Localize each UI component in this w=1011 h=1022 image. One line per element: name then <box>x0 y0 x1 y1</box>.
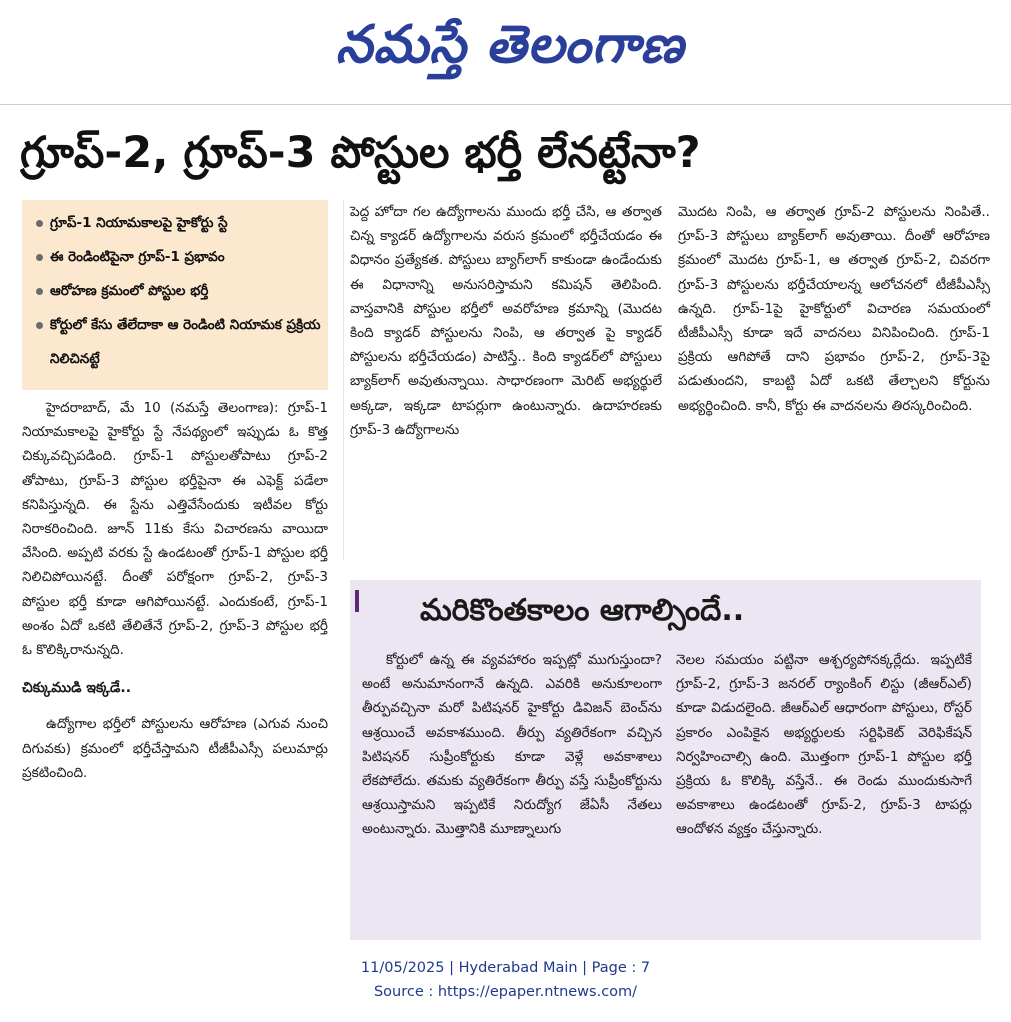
highlights-box <box>22 200 328 390</box>
headline: గ్రూప్‌-2, గ్రూప్‌-3 పోస్టుల భర్తీ లేనట్టేనా? <box>20 128 701 178</box>
paragraph: కోర్టులో ఉన్న ఈ వ్యవహారం ఇప్పట్లో ముగుస్తుందా? అంటే అనుమానంగానే ఉన్నది. ఎవరికి అనుకూలంగా తీర్పువచ్చినా మరో పిటిషనర్‌ హైకోర్టు డివిజన్‌ బెంచ్‌ను ఆశ్రయించే అవకాశముంది. తీర్పు వ్యతిరేకంగా వచ్చిన పిటిషనర్‌ సుప్రీంకోర్టుకు కూడా వెళ్లే అవకాశాలు లేకపోలేదు. తమకు వ్యతిరేకంగా తీర్పు వస్తే సుప్రీంకోర్టును ఆశ్రయిస్తామని ఇప్పటికే నిరుద్యోగ జేఏసీ నేతలు అంటున్నారు. మొత్తానికి మూణ్నాలుగు <box>362 652 662 838</box>
paragraph: హైదరాబాద్‌, మే 10 (నమస్తే తెలంగాణ): గ్రూప్‌-1 నియామకాలపై హైకోర్టు స్టే నేపథ్యంలో ఇప్పుడు ఓ కొత్త చిక్కువచ్చిపడింది. గ్రూప్‌-1 పోస్టులతోపాటు గ్రూప్‌-2 తోపాటు, గ్రూప్‌-3 పోస్టుల భర్తీపైనా ఈ ఎఫెక్ట్‌ పడేలా కనిపిస్తున్నది. ఈ స్టేను ఎత్తివేసేందుకు ఇటీవల కోర్టు నిరాకరించింది. జూన్‌ 11కు కేసు విచారణను వాయిదా వేసింది. అప్పటి వరకు స్టే ఉండటంతో గ్రూప్‌-1 పోస్టుల భర్తీ నిలిచిపోయినట్టే. దీంతో పరోక్షంగా గ్రూప్‌-2, గ్రూప్‌-3 పోస్టుల భర్తీ కూడా ఆగిపోయినట్టే. ఎందుకంటే, గ్రూప్‌-1 అంశం ఏదో ఒకటి తేలితేనే గ్రూప్‌-2, గ్రూప్‌-3 పోస్టుల భర్తీ ఓ కొలిక్కిరానున్నది. <box>22 400 328 659</box>
article-column-1 <box>22 396 328 785</box>
article-column-2 <box>350 200 662 442</box>
highlight-item: కోర్టులో కేసు తేలేదాకా ఆ రెండింటి నియామక ప్రక్రియ నిలిచినట్టే <box>36 308 322 376</box>
box-accent-bar <box>355 590 359 612</box>
paragraph: పెద్ద హోదా గల ఉద్యోగాలను ముందు భర్తీ చేసి, ఆ తర్వాత చిన్న క్యాడర్‌ ఉద్యోగాలను వరుస క్రమంలో భర్తీచేయడం ఈ విధానం ప్రత్యేకత. పోస్టులు బ్యాగ్‌లాగ్‌ కాకుండా ఉండేందుకు ఈ విధానాన్ని అనుసరిస్తామని కమిషన్‌ తెలిపింది. వాస్తవానికి పోస్టుల భర్తీలో అవరోహణ క్రమాన్ని (మొదట కింది క్యాడర్‌ పోస్టులను నింపి, ఆ తర్వాత పై క్యాడర్‌ పోస్టులను భర్తీచేయడం) పాటిస్తే.. కింది క్యాడర్‌లో పోస్టులు బ్యాక్‌లాగ్‌ అవుతున్నాయి. సాధారణంగా మెరిట్‌ అభ్యర్థులే అక్కడా, ఇక్కడా టాపర్లుగా ఉంటున్నారు. ఉదాహరణకు గ్రూప్‌-3 ఉద్యోగాలను <box>350 204 662 438</box>
box-column-right <box>676 648 972 842</box>
highlight-item: ఆరోహణ క్రమంలో పోస్టుల భర్తీ <box>36 274 322 308</box>
highlight-item: ఈ రెండింటిపైనా గ్రూప్‌-1 ప్రభావం <box>36 240 322 274</box>
newspaper-logo: నమస్తే తెలంగాణ <box>335 14 685 75</box>
box-title: మరికొంతకాలం ఆగాల్సిందే.. <box>420 593 745 628</box>
article-column-3 <box>678 200 990 418</box>
column-divider <box>343 200 344 560</box>
box-column-left <box>362 648 662 842</box>
paragraph: ఉద్యోగాల భర్తీలో పోస్టులను ఆరోహణ (ఎగువ నుంచి దిగువకు) క్రమంలో భర్తీచేస్తామని టీజీపీఎస్సీ పలుమార్లు ప్రకటించింది. <box>22 716 328 781</box>
paragraph: నెలల సమయం పట్టినా ఆశ్చర్యపోనక్కర్లేదు. ఇప్పటికే గ్రూప్‌-2, గ్రూప్‌-3 జనరల్‌ ర్యాంకింగ్‌ లిస్టు (జీఆర్‌ఎల్‌) కూడా విడుదలైంది. జీఆర్‌ఎల్‌ ఆధారంగా పోస్టులు, రోస్టర్‌ ప్రకారం ఎంపికైన అభ్యర్థులకు సర్టిఫికెట్‌ వెరిఫికేషన్‌ నిర్వహించాల్సి ఉంది. మొత్తంగా గ్రూప్‌-1 పోస్టుల భర్తీ ప్రక్రియ ఓ కొలిక్కి వస్తేనే.. ఈ రెండు ముందుకుసాగే అవకాశాలు ఉండటంతో గ్రూప్‌-2, గ్రూప్‌-3 టాపర్లు ఆందోళన వ్యక్తం చేస్తున్నారు. <box>676 652 972 838</box>
subheading: చిక్కుముడి ఇక్కడే.. <box>22 680 132 697</box>
footer-date-line: 11/05/2025 | Hyderabad Main | Page : 7 <box>360 960 651 976</box>
masthead <box>0 0 1011 105</box>
footer-source-line: Source : https://epaper.ntnews.com/ <box>373 984 638 1000</box>
paragraph: మొదట నింపి, ఆ తర్వాత గ్రూప్‌-2 పోస్టులను నింపితే.. గ్రూప్‌-3 పోస్టులు బ్యాక్‌లాగ్‌ అవుతాయి. దీంతో ఆరోహణ క్రమంలో మొదట గ్రూప్‌-1, ఆ తర్వాత గ్రూప్‌-2, చివరగా గ్రూప్‌-3 పోస్టులను భర్తీచేయాలన్న ఆలోచనలో టీజీపీఎస్సీ ఉన్నది. గ్రూప్‌-1పై హైకోర్టులో విచారణ సమయంలో టీజీపీఎస్సీ కూడా ఇదే వాదనలు వినిపించింది. గ్రూప్‌-1 ప్రక్రియ ఆగిపోతే దాని ప్రభావం గ్రూప్‌-2, గ్రూప్‌-3పై పడుతుందని, కాబట్టి ఏదో ఒకటి తేల్చాలని కోర్టును అభ్యర్థించింది. కానీ, కోర్టు ఈ వాదనలను తిరస్కరించింది. <box>678 204 990 414</box>
highlight-item: గ్రూప్‌-1 నియామకాలపై హైకోర్టు స్టే <box>36 206 322 240</box>
